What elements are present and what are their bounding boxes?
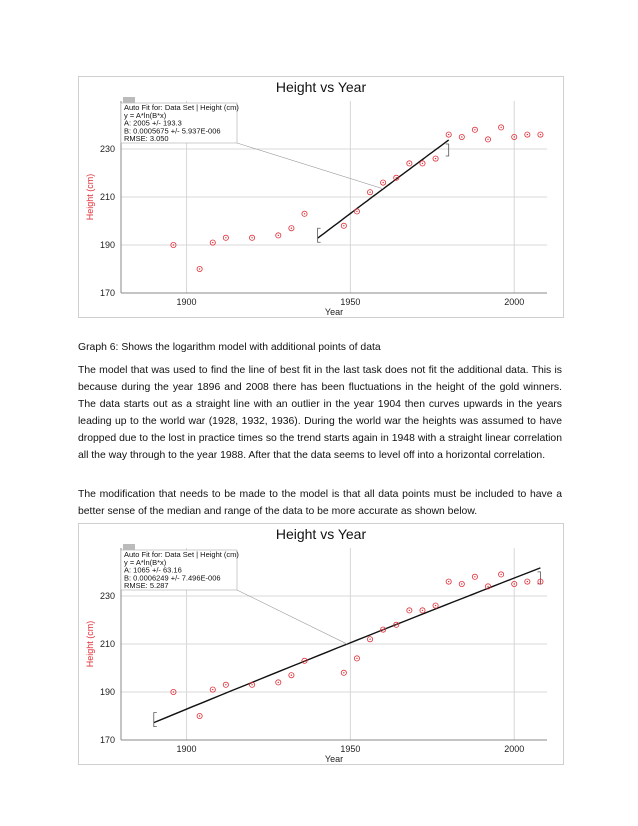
fit-info-line: B: 0.0005675 +/- 5.937E-006 (124, 126, 221, 136)
chart-height-vs-year-2 (78, 523, 564, 765)
x-tick-label: 1950 (340, 297, 361, 307)
y-tick-label: 210 (99, 192, 115, 202)
chart-height-vs-year-1 (78, 76, 564, 318)
data-point-dot (435, 605, 436, 606)
data-point-dot (435, 158, 436, 159)
data-point-dot (199, 268, 200, 269)
fit-info-line: A: 1065 +/- 63.16 (124, 565, 182, 575)
y-axis-label: Height (cm) (85, 173, 95, 221)
data-point-dot (291, 228, 292, 229)
x-tick-label: 2000 (504, 297, 525, 307)
fit-range-bracket-end (446, 144, 449, 156)
x-tick-label: 1900 (176, 297, 197, 307)
fit-range-bracket-start (154, 713, 157, 727)
data-point-dot (527, 581, 528, 582)
data-point-dot (304, 660, 305, 661)
fit-range-bracket-start (318, 228, 321, 242)
data-point-dot (487, 586, 488, 587)
fit-box-leader (237, 143, 383, 189)
data-point-dot (278, 682, 279, 683)
data-point-dot (199, 715, 200, 716)
fit-info-line: y = A*ln(B*x) (124, 110, 167, 120)
data-point-dot (173, 244, 174, 245)
chart-title: Height vs Year (275, 79, 367, 95)
fit-info-line: Auto Fit for: Data Set | Height (cm) (124, 103, 239, 112)
fit-info-line: RMSE: 5.287 (124, 581, 169, 591)
data-point-dot (382, 182, 383, 183)
data-point-dot (225, 237, 226, 238)
data-point-dot (500, 574, 501, 575)
data-point-dot (225, 684, 226, 685)
fit-info-line: B: 0.0006249 +/- 7.496E-006 (124, 573, 221, 583)
paragraph-modification: The modification that needs to be made to the model is that all data points must be included to have a better sense of the median and range of the data to be more accurate as shown below. (78, 489, 562, 517)
fit-box-leader (237, 590, 347, 644)
graph-caption: Graph 6: Shows the logarithm model with additional points of data (78, 342, 381, 353)
data-point-dot (343, 672, 344, 673)
data-point-dot (382, 629, 383, 630)
chart-svg-1 (79, 77, 563, 317)
x-tick-label: 1900 (176, 744, 197, 754)
y-tick-label: 230 (99, 144, 115, 154)
y-tick-label: 170 (99, 288, 115, 298)
fit-curve (154, 568, 541, 723)
fit-info-line: A: 2005 +/- 193.3 (124, 118, 182, 128)
data-point-dot (514, 583, 515, 584)
fit-curve (318, 140, 449, 238)
data-point-dot (448, 581, 449, 582)
data-point-dot (291, 675, 292, 676)
data-point-dot (474, 576, 475, 577)
fit-info-line: y = A*ln(B*x) (124, 557, 167, 567)
data-point-dot (540, 134, 541, 135)
data-point-dot (487, 139, 488, 140)
data-point-dot (356, 211, 357, 212)
data-point-dot (396, 624, 397, 625)
x-tick-label: 1950 (340, 744, 361, 754)
x-tick-label: 2000 (504, 744, 525, 754)
data-point-dot (212, 242, 213, 243)
data-point-dot (173, 691, 174, 692)
data-point-dot (212, 689, 213, 690)
y-axis-label: Height (cm) (85, 620, 95, 668)
data-point-dot (461, 136, 462, 137)
data-point-dot (500, 127, 501, 128)
x-axis-label: Year (324, 754, 344, 764)
data-point-dot (461, 583, 462, 584)
data-point-dot (540, 581, 541, 582)
data-point-dot (369, 639, 370, 640)
y-tick-label: 190 (99, 240, 115, 250)
data-point-dot (474, 129, 475, 130)
data-point-dot (448, 134, 449, 135)
data-point-dot (304, 213, 305, 214)
data-point-dot (409, 610, 410, 611)
paragraph-analysis: The model that was used to find the line of best fit in the last task does not fit the additional data. This is because during the year 1896 and 2008 there has been fluctuations in the height of the gold winners. The data starts out as a straight line with an outlier in the year 1904 then curves upwards in the years leading up to the world war (1928, 1932, 1936). During the world war the heights was assumed to have dropped due to the lost in practice times so the trend starts again in 1948 with a straight linear correlation all the way through to the year 1988. After that the data seems to level off into a horizontal correlation. (78, 365, 562, 461)
y-tick-label: 190 (99, 687, 115, 697)
data-point-dot (251, 237, 252, 238)
chart-svg-2 (79, 524, 563, 764)
data-point-dot (343, 225, 344, 226)
x-axis-label: Year (324, 307, 344, 317)
chart-title: Height vs Year (275, 526, 367, 542)
y-tick-label: 210 (99, 639, 115, 649)
data-point-dot (422, 610, 423, 611)
y-tick-label: 170 (99, 735, 115, 745)
y-tick-label: 230 (99, 591, 115, 601)
data-point-dot (369, 192, 370, 193)
data-point-dot (278, 235, 279, 236)
fit-info-line: RMSE: 3.050 (124, 134, 169, 144)
data-point-dot (396, 177, 397, 178)
data-point-dot (514, 136, 515, 137)
data-point-dot (422, 163, 423, 164)
data-point-dot (251, 684, 252, 685)
data-point-dot (527, 134, 528, 135)
fit-info-line: Auto Fit for: Data Set | Height (cm) (124, 550, 239, 559)
data-point-dot (409, 163, 410, 164)
data-point-dot (356, 658, 357, 659)
